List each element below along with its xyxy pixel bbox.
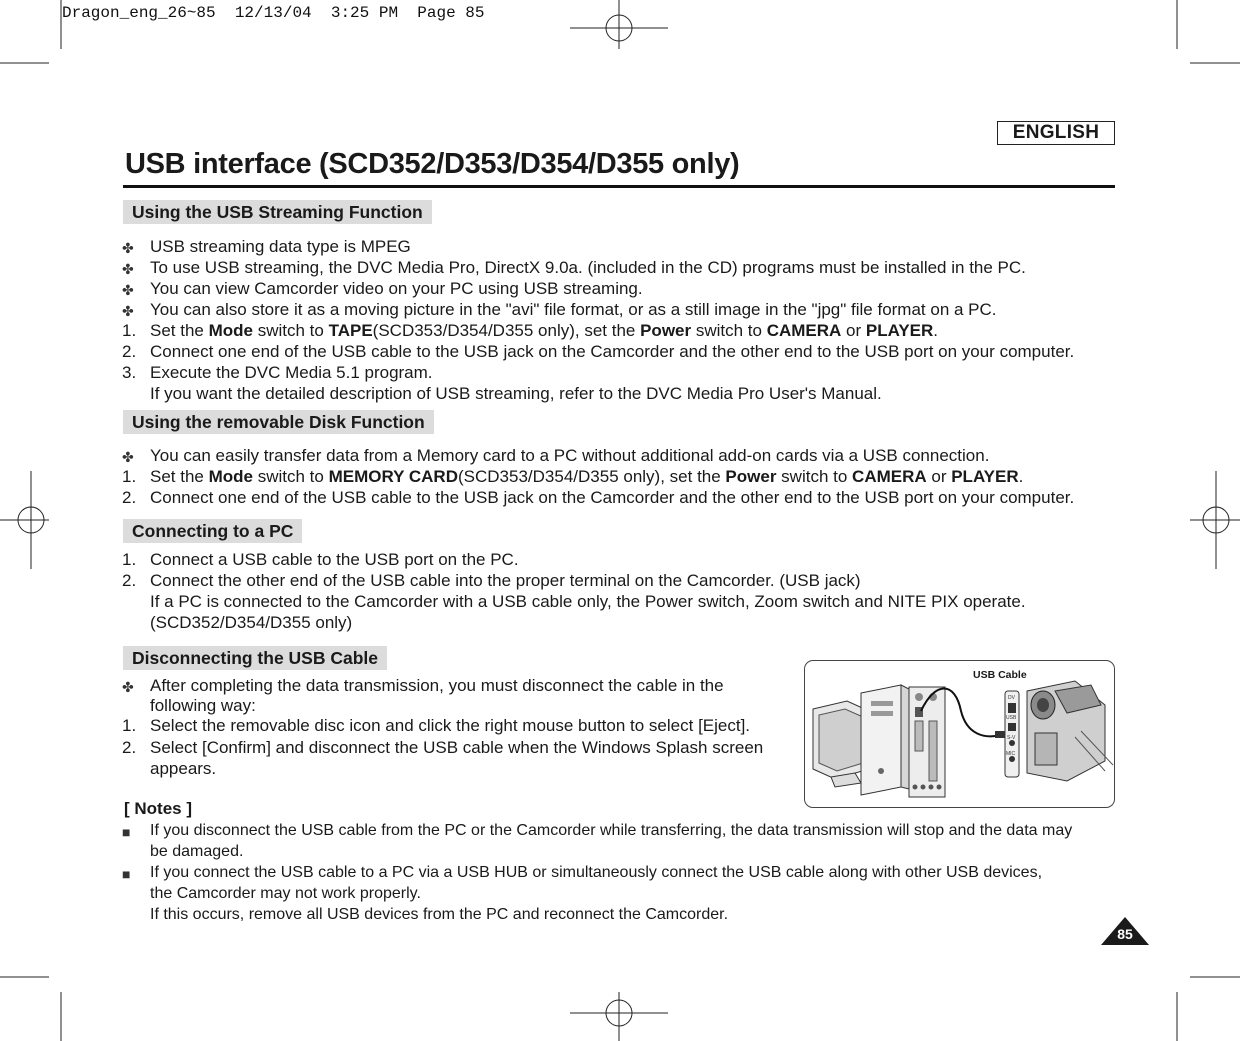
section-heading-streaming: Using the USB Streaming Function: [123, 200, 432, 224]
jack-label-mic: MIC: [1006, 751, 1016, 757]
usb-plug: [995, 731, 1005, 738]
streaming-item: USB streaming data type is MPEG: [150, 237, 411, 256]
title-underline: [123, 185, 1115, 188]
notes-heading: [ Notes ]: [124, 799, 192, 818]
streaming-item: You can also store it as a moving picture in the "avi" file format, or as a still image in the "jpg" file format on a PC.: [150, 300, 997, 319]
note-item: If this occurs, remove all USB devices from the PC and reconnect the Camcorder.: [150, 906, 729, 923]
disconnecting-item: appears.: [150, 759, 217, 778]
step-number: 2.: [122, 342, 137, 361]
disk-item: Connect one end of the USB cable to the USB jack on the Camcorder and the other end to the USB port on your computer.: [150, 488, 1075, 507]
jack-label-usb: USB: [1006, 715, 1017, 721]
bullet-marker: ✤: [122, 679, 134, 695]
note-item: be damaged.: [150, 843, 244, 860]
streaming-item: Connect one end of the USB cable to the USB jack on the Camcorder and the other end to the USB port on your computer.: [150, 342, 1075, 361]
bullet-marker: ✤: [122, 282, 134, 298]
note-bullet: ■: [122, 866, 131, 882]
page-number-badge: [1101, 917, 1149, 945]
section-heading-connecting: Connecting to a PC: [123, 519, 302, 543]
note-item: If you disconnect the USB cable from the PC or the Camcorder while transferring, the data transmission will stop and the data may: [150, 822, 1073, 839]
streaming-item: If you want the detailed description of USB streaming, refer to the DVC Media Pro User's Manual.: [150, 384, 882, 403]
bullet-marker: ✤: [122, 261, 134, 277]
language-tab: ENGLISH: [997, 121, 1115, 145]
usb-cable-label: USB Cable: [973, 669, 1027, 681]
usb-connection-illustration: [804, 660, 1115, 808]
bullet-marker: ✤: [122, 240, 134, 256]
connecting-item: (SCD352/D354/D355 only): [150, 613, 353, 632]
streaming-item: Execute the DVC Media 5.1 program.: [150, 363, 433, 382]
bullet-marker: ✤: [122, 303, 134, 319]
section-heading-disconnecting: Disconnecting the USB Cable: [123, 646, 387, 670]
step-number: 1.: [122, 321, 137, 340]
note-item: If you connect the USB cable to a PC via a USB HUB or simultaneously connect the USB cable along with other USB devices,: [150, 864, 1043, 881]
step-number: 1.: [122, 467, 137, 486]
disk-step-mode: Set the Mode switch to MEMORY CARD(SCD353/D354/D355 only), set the Power switch to CAMERA or PLAYER.: [150, 467, 1024, 486]
step-number: 2.: [122, 488, 137, 507]
step-number: 2.: [122, 571, 137, 590]
jack-label-sv: S-V: [1007, 735, 1016, 741]
disconnecting-item: Select the removable disc icon and click the right mouse button to select [Eject].: [150, 716, 751, 735]
step-number: 3.: [122, 363, 137, 382]
camcorder-icon: [1027, 681, 1113, 781]
step-number: 2.: [122, 738, 137, 757]
camcorder-jack-panel: [1005, 691, 1019, 777]
pc-camcorder-drawing: [805, 661, 1114, 807]
connecting-item: Connect a USB cable to the USB port on the PC.: [150, 550, 519, 569]
jack-label-dv: DV: [1008, 695, 1015, 701]
note-item: the Camcorder may not work properly.: [150, 885, 421, 902]
connecting-item: Connect the other end of the USB cable into the proper terminal on the Camcorder. (USB jack): [150, 571, 861, 590]
print-slug: Dragon_eng_26~85 12/13/04 3:25 PM Page 85: [62, 4, 485, 22]
disconnecting-item: After completing the data transmission, you must disconnect the cable in the: [150, 676, 724, 695]
section-heading-disk: Using the removable Disk Function: [123, 410, 434, 434]
pc-back-panel-icon: [909, 687, 945, 797]
note-bullet: ■: [122, 824, 131, 840]
streaming-item: To use USB streaming, the DVC Media Pro, DirectX 9.0a. (included in the CD) programs must be installed in the PC.: [150, 258, 1026, 277]
page-title: USB interface (SCD352/D353/D354/D355 only): [125, 148, 740, 180]
disconnecting-item: Select [Confirm] and disconnect the USB cable when the Windows Splash screen: [150, 738, 764, 757]
connecting-item: If a PC is connected to the Camcorder with a USB cable only, the Power switch, Zoom switch and NITE PIX operate.: [150, 592, 1026, 611]
disconnecting-item: following way:: [150, 696, 256, 715]
page-number: 85: [1117, 926, 1133, 942]
step-number: 1.: [122, 716, 137, 735]
step-number: 1.: [122, 550, 137, 569]
streaming-step-mode: Set the Mode switch to TAPE(SCD353/D354/D355 only), set the Power switch to CAMERA or PLAYER.: [150, 321, 939, 340]
bullet-marker: ✤: [122, 449, 134, 465]
streaming-item: You can view Camcorder video on your PC using USB streaming.: [150, 279, 643, 298]
pc-tower-icon: [861, 685, 909, 795]
disk-item: You can easily transfer data from a Memory card to a PC without additional add-on cards via a USB connection.: [150, 446, 990, 465]
